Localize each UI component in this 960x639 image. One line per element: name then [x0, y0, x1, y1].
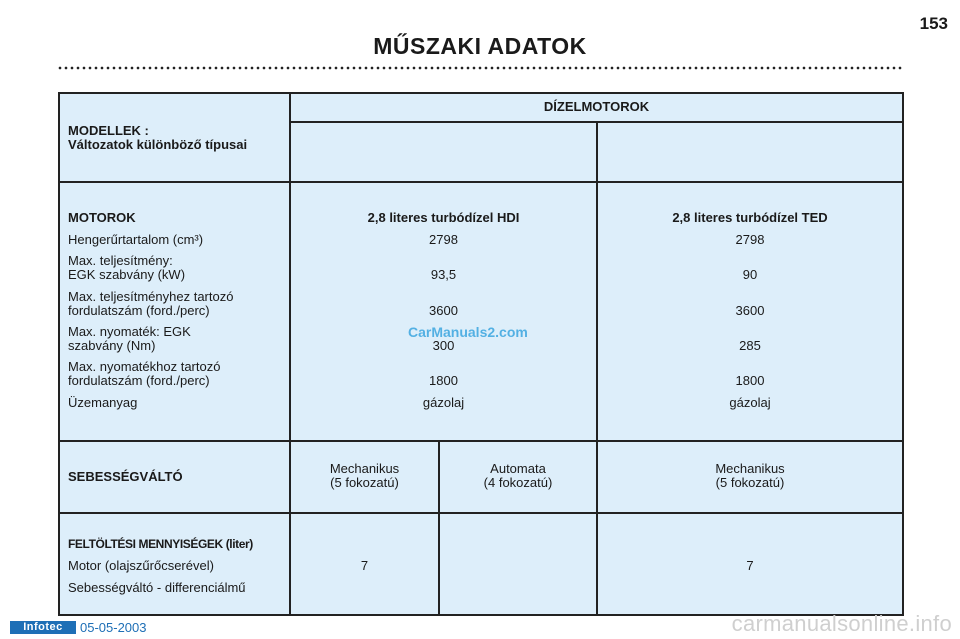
capacities-label: FELTÖLTÉSI MENNYISÉGEK (liter): [68, 537, 253, 551]
value-max-power-col2: 90: [742, 267, 758, 282]
value-max-power-col1: 93,5: [430, 267, 457, 282]
value-torque-rpm-col2: 1800: [735, 373, 765, 388]
dotted-divider: [57, 66, 904, 70]
row-label-gearbox-differential: Sebességváltó - differenciálmű: [68, 580, 246, 595]
gearbox-label: SEBESSÉGVÁLTÓ: [68, 469, 183, 484]
divider-label-column: [289, 94, 291, 614]
footer-site-watermark: carmanualsonline.info: [731, 611, 952, 636]
row-label-torque-rpm: Max. nyomatékhoz tartozó fordulatszám (ford./perc): [68, 359, 221, 388]
gearbox-col1b: Automata (4 fokozatú): [483, 461, 553, 490]
row-label-max-power: Max. teljesítmény: EGK szabvány (kW): [68, 253, 186, 282]
watermark: CarManuals2.com: [408, 324, 528, 340]
row-label-max-torque: Max. nyomaték: EGK szabvány (Nm): [68, 324, 191, 353]
divider-gearbox: [60, 512, 902, 514]
page-title: MŰSZAKI ADATOK: [373, 33, 587, 59]
value-fuel-col2: gázolaj: [729, 395, 771, 410]
value-power-rpm-col1: 3600: [429, 303, 458, 318]
value-max-torque-col1: 300: [432, 338, 455, 353]
row-label-displacement: Hengerűrtartalom (cm³): [68, 232, 204, 247]
group-header-diesel: DÍZELMOTOROK: [543, 99, 650, 114]
models-label: MODELLEK :: [68, 123, 149, 138]
value-max-torque-col2: 285: [739, 338, 761, 353]
row-label-power-rpm: Max. teljesítményhez tartozó fordulatszám (ford./perc): [68, 289, 234, 318]
gearbox-col2: Mechanikus (5 fokozatú): [715, 461, 785, 490]
footer-date: 05-05-2003: [80, 620, 147, 635]
value-displacement-col1: 2798: [429, 232, 458, 247]
models-sublabel: Változatok különböző típusai: [68, 137, 248, 152]
divider-engines: [60, 440, 902, 442]
divider-models: [60, 181, 902, 183]
engine-col1-name: 2,8 literes turbódízel HDI: [367, 210, 520, 225]
value-power-rpm-col2: 3600: [735, 303, 765, 318]
engines-section-label: MOTOROK: [68, 210, 136, 225]
divider-engine-columns: [596, 122, 598, 614]
infotec-logo: Infotec: [10, 621, 76, 634]
engine-col2-name: 2,8 literes turbódízel TED: [672, 210, 828, 225]
spec-table: [58, 92, 904, 616]
gearbox-col1a: Mechanikus (5 fokozatú): [329, 461, 400, 490]
page-number: 153: [919, 14, 948, 33]
value-displacement-col2: 2798: [735, 232, 765, 247]
value-engine-oil-col1a: 7: [360, 558, 369, 573]
value-fuel-col1: gázolaj: [422, 395, 465, 410]
divider-group-header: [289, 121, 902, 123]
row-label-fuel: Üzemanyag: [68, 395, 138, 410]
value-engine-oil-col2: 7: [746, 558, 754, 573]
row-label-engine-oil: Motor (olajszűrőcserével): [68, 558, 214, 573]
value-torque-rpm-col1: 1800: [429, 373, 458, 388]
